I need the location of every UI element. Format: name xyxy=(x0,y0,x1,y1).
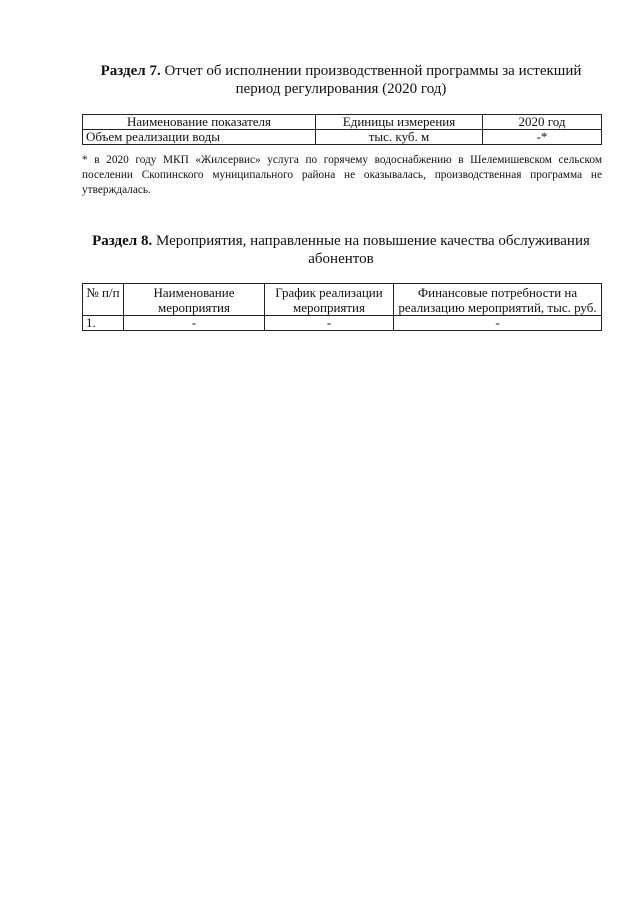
cell-schedule: - xyxy=(265,316,394,331)
section-7-heading xyxy=(80,62,602,98)
measures-table xyxy=(82,283,602,331)
header-units: Единицы измерения xyxy=(316,115,483,130)
header-measure-name: Наименование мероприятия xyxy=(124,284,265,316)
report-table xyxy=(82,114,602,145)
cell-number: 1. xyxy=(83,316,124,331)
section-8-title: Мероприятия, направленные на повышение качества обслуживания абонентов xyxy=(155,233,590,267)
report-table-header-row xyxy=(83,115,602,130)
cell-indicator-name: Объем реализации воды xyxy=(83,130,316,145)
header-number: № п/п xyxy=(83,284,124,316)
section-7-title: Отчет об исполнении производственной программы за истекший период регулирования (2020 год) xyxy=(164,63,582,97)
table-row xyxy=(83,130,602,145)
section-8-heading xyxy=(80,232,602,268)
footnote: * в 2020 году МКП «Жилсервис» услуга по горячему водоснабжению в Шелемишевском сельском поселении Скопинского муниципального района не оказывалась, производственная программа не утверждалась. xyxy=(82,154,602,196)
measures-table-header-row xyxy=(83,284,602,316)
header-financial-needs: Финансовые потребности на реализацию мероприятий, тыс. руб. xyxy=(394,284,602,316)
cell-measure-name: - xyxy=(124,316,265,331)
table-row xyxy=(83,316,602,331)
cell-financial-needs: - xyxy=(394,316,602,331)
header-year: 2020 год xyxy=(483,115,602,130)
cell-year-value: -* xyxy=(483,130,602,145)
cell-units: тыс. куб. м xyxy=(316,130,483,145)
section-7-label: Раздел 7. xyxy=(100,63,161,79)
section-8-label: Раздел 8. xyxy=(92,233,153,249)
header-schedule: График реализации мероприятия xyxy=(265,284,394,316)
header-indicator-name: Наименование показателя xyxy=(83,115,316,130)
